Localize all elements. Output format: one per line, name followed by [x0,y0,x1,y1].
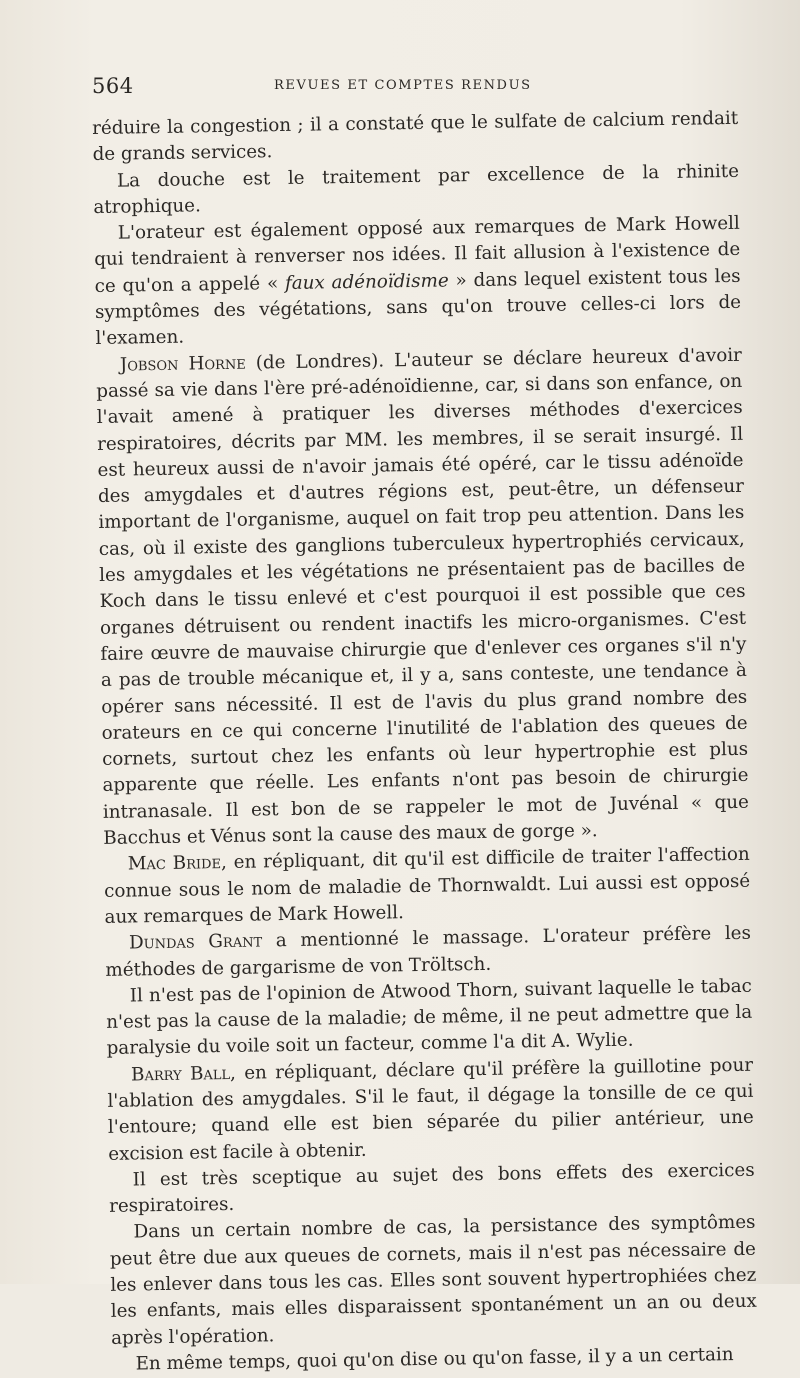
paragraph-text: Il n'est pas de l'opinion de Atwood Thorn, suivant laquelle le tabac n'est pas la cause de la maladie; de même, il ne peut admettre que la paralysie du voile soit un facteur, comme l'a dit A. Wylie. [106,975,753,1060]
paragraph-text: , en répliquant, dit qu'il est difficile de traiter l'affection connue sous le nom de maladie de Thornwaldt. Lui aussi est opposé aux remarques de Mark Howell. [104,844,751,928]
paragraph [109,1210,757,1352]
page-header [92,74,732,104]
paragraph-text: La douche est le traitement par excellence de la rhinite atrophique. [93,160,740,218]
italic-term: faux adénoïdisme [284,270,449,294]
speaker-name: Mac Bride [127,852,222,875]
paragraph-text: Il est très sceptique au sujet des bons effets des exercices respiratoires. [108,1159,755,1218]
paragraph-text: réduire la congestion ; il a constaté que le sulfate de calcium rendait de grands services. [92,107,739,166]
speaker-name: Dundas Grant [128,930,263,954]
paragraph [94,211,742,353]
paragraph [96,342,750,852]
paragraph-text: En même temps, quoi qu'on dise ou qu'on fasse, il y a un certain [135,1344,734,1375]
running-head: REVUES ET COMPTES RENDUS [274,78,532,93]
paragraph-text: » dans lequel existent tous les symptômes des végétations, sans qu'on trouve celles-ci lors de l'examen. [94,265,742,350]
paragraph-text: , en répliquant, déclare qu'il préfère la guillotine pour l'ablation des amygdales. S'il le faut, il dégage la tonsille de ce qui l'entoure; quand elle est bien séparée du pilier antérieur, une excision est facile à obtenir. [107,1054,754,1165]
paragraph [104,842,751,931]
paragraph-text: a mentionné le massage. L'orateur préfère les méthodes de gargarisme de von Tröltsch. [105,922,752,981]
speaker-name: Barry Ball [130,1062,231,1086]
paragraph [106,974,753,1063]
paragraph [107,1052,755,1167]
body-text [92,106,758,1378]
speaker-name: Jobson Horne [119,352,246,376]
paragraph-text: L'orateur est également opposé aux remarques de Mark Howell qui tendraient à renverser nos idées. Il fait allusion à l'existence de ce qu'on a appelé « [94,213,741,297]
page-number: 564 [92,74,134,98]
paragraph-text: (de Londres). L'auteur se déclare heureux d'avoir passé sa vie dans l'ère pré-adénoïdienne, car, si dans son enfance, on l'avait amené à pratiquer les diverses méthodes d'exercices respiratoires, décrits par MM. les membres, il se serait insurgé. Il est heureux aussi de n'avoir jamais été opéré, car le tissu adénoïde des amygdales et d'autres régions est, peut-être, un défenseur important de l'organisme, auquel on fait trop peu attention. Dans les cas, où il existe des ganglions tuberculeux hypertrophiés cervicaux, les amygdales et les végétations ne présentaient pas de bacilles de Koch dans le tissu enlevé et c'est pourquoi il est possible que ces organes détruisent ou rendent inactifs les micro-organismes. C'est faire œuvre de mauvaise chirurgie que d'enlever ces organes s'il n'y a pas de trouble mécanique et, il y a, sans conteste, une tendance à opérer sans nécessité. Il est de l'avis du plus grand nombre des orateurs en ce qui concerne l'inutilité de l'ablation des queues de cornets, surtout chez les enfants où leur hypertrophie est plus apparente que réelle. Les enfants n'ont pas besoin de chirurgie intranasale. Il est bon de se rappeler le mot de Juvénal « que Bacchus et Vénus sont la cause des maux de gorge ». [96,344,750,849]
paragraph-text: Dans un certain nombre de cas, la persistance des symptômes peut être due aux queues de cornets, mais il n'est pas nécessaire de les enlever dans tous les cas. Elles sont souvent hypertrophiées chez les enfants, mais elles disparaissent spontanément un an ou deux après l'opération. [109,1212,757,1349]
